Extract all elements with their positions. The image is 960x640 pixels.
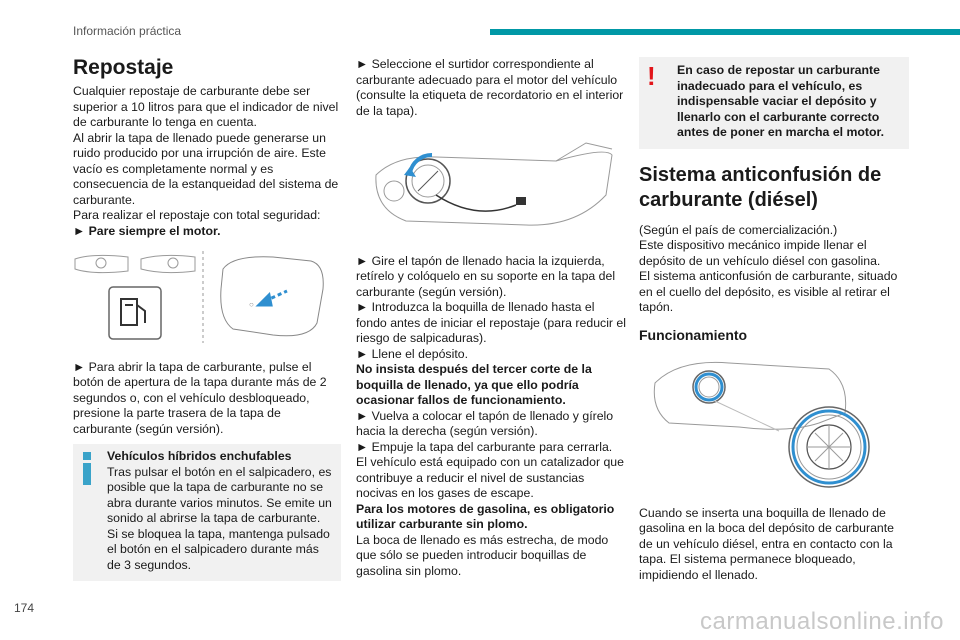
paragraph: ► Gire el tapón de llenado hacia la izquierda, retírelo y colóquelo en su soporte en la tapa del carburante (según versión). xyxy=(356,253,616,299)
paragraph: ► Llene el depósito. xyxy=(356,346,468,361)
warning-text: En caso de repostar un carburante inadecuado para el vehículo, es indispensable vaciar el depósito y llenarlo con el carburante correcto antes de poner en marcha el motor. xyxy=(677,63,885,139)
paragraph: Al abrir la tapa de llenado puede generarse un ruido producido por una irrupción de aire. Este vacío es completamente normal y es consecuencia de la estanqueidad del sistema de carburante. xyxy=(73,130,339,207)
section-title-repostaje: Repostaje xyxy=(73,56,174,79)
watermark: carmanualsonline.info xyxy=(700,608,944,635)
figure-misfuel-device xyxy=(649,353,909,498)
paragraph: ► Vuelva a colocar el tapón de llenado y gírelo hacia la derecha (según versión). xyxy=(356,408,614,438)
paragraph: Para realizar el repostaje con total seguridad: xyxy=(73,208,321,222)
paragraph: Este dispositivo mecánico impide llenar el depósito de un vehículo diésel con gasolina. xyxy=(639,238,881,268)
paragraph: Cualquier repostaje de carburante debe ser superior a 10 litros para que el indicador de nivel de carburante lo tenga en cuenta. xyxy=(73,84,339,129)
warning-icon: ! xyxy=(647,61,656,91)
paragraph-bold: Para los motores de gasolina, es obligatorio utilizar carburante sin plomo. xyxy=(356,501,615,531)
paragraph: ► Introduzca la boquilla de llenado hasta el fondo antes de iniciar el repostaje (para reducir el riesgo de salpicaduras). xyxy=(356,300,627,345)
paragraph: El sistema anticonfusión de carburante, situado en el cuello del depósito, es visible al retirar el tapón. xyxy=(639,269,898,314)
header-section-title: Información práctica xyxy=(73,24,182,38)
info-box-hybrid xyxy=(73,444,341,581)
paragraph: El vehículo está equipado con un catalizador que contribuye a reducir el nivel de sustancias nocivas en los gases de escape. xyxy=(356,455,624,500)
info-icon xyxy=(83,452,97,488)
paragraph-bold: No insista después del tercer corte de la boquilla de llenado, ya que ello podría ocasionar fallos de funcionamiento. xyxy=(356,362,592,407)
header-accent-bar xyxy=(490,29,960,35)
paragraph: ► Seleccione el surtidor correspondiente al carburante adecuado para el motor del vehículo (consulte la etiqueta de recordatorio en el interior de la tapa). xyxy=(356,57,624,118)
info-box-text: Si se bloquea la tapa, mantenga pulsado el botón en el salpicadero durante más de 3 segundos. xyxy=(107,526,330,572)
figure-fuel-flap-button xyxy=(73,249,341,350)
column-left xyxy=(73,56,341,581)
svg-text:○: ○ xyxy=(249,300,254,309)
paragraph: La boca de llenado es más estrecha, de modo que sólo se pueden introducir boquillas de gasolina sin plomo. xyxy=(356,532,609,578)
subtitle-funcionamiento: Funcionamiento xyxy=(639,326,748,343)
info-box-title: Vehículos híbridos enchufables xyxy=(107,449,292,463)
column-right xyxy=(639,57,909,583)
paragraph: ► Para abrir la tapa de carburante, pulse el botón de apertura de la tapa durante más de 2 segundos o, con el vehículo desbloqueado, presione la parte trasera de la tapa de carburante (según versión). xyxy=(73,359,327,436)
figure-fuel-cap xyxy=(366,135,626,236)
paragraph: (Según el país de comercialización.) xyxy=(639,222,838,237)
section-title-anticonfusion: Sistema anticonfusión de carburante (diésel) xyxy=(639,163,882,211)
paragraph-bold: ► Pare siempre el motor. xyxy=(73,223,221,238)
page-number: 174 xyxy=(14,601,35,615)
paragraph: ► Empuje la tapa del carburante para cerrarla. xyxy=(356,439,613,454)
warning-box xyxy=(639,57,909,149)
column-middle xyxy=(356,57,626,579)
info-box-text: Tras pulsar el botón en el salpicadero, es posible que la tapa de carburante no se abra durante varios minutos. Se emite un sonido al abrirse la tapa de carburante. xyxy=(107,464,332,525)
paragraph: Cuando se inserta una boquilla de llenado de gasolina en la boca del depósito de carburante de un vehículo diésel, entra en contacto con la tapa. El sistema permanece bloqueado, impidiendo el llenado. xyxy=(639,505,895,582)
